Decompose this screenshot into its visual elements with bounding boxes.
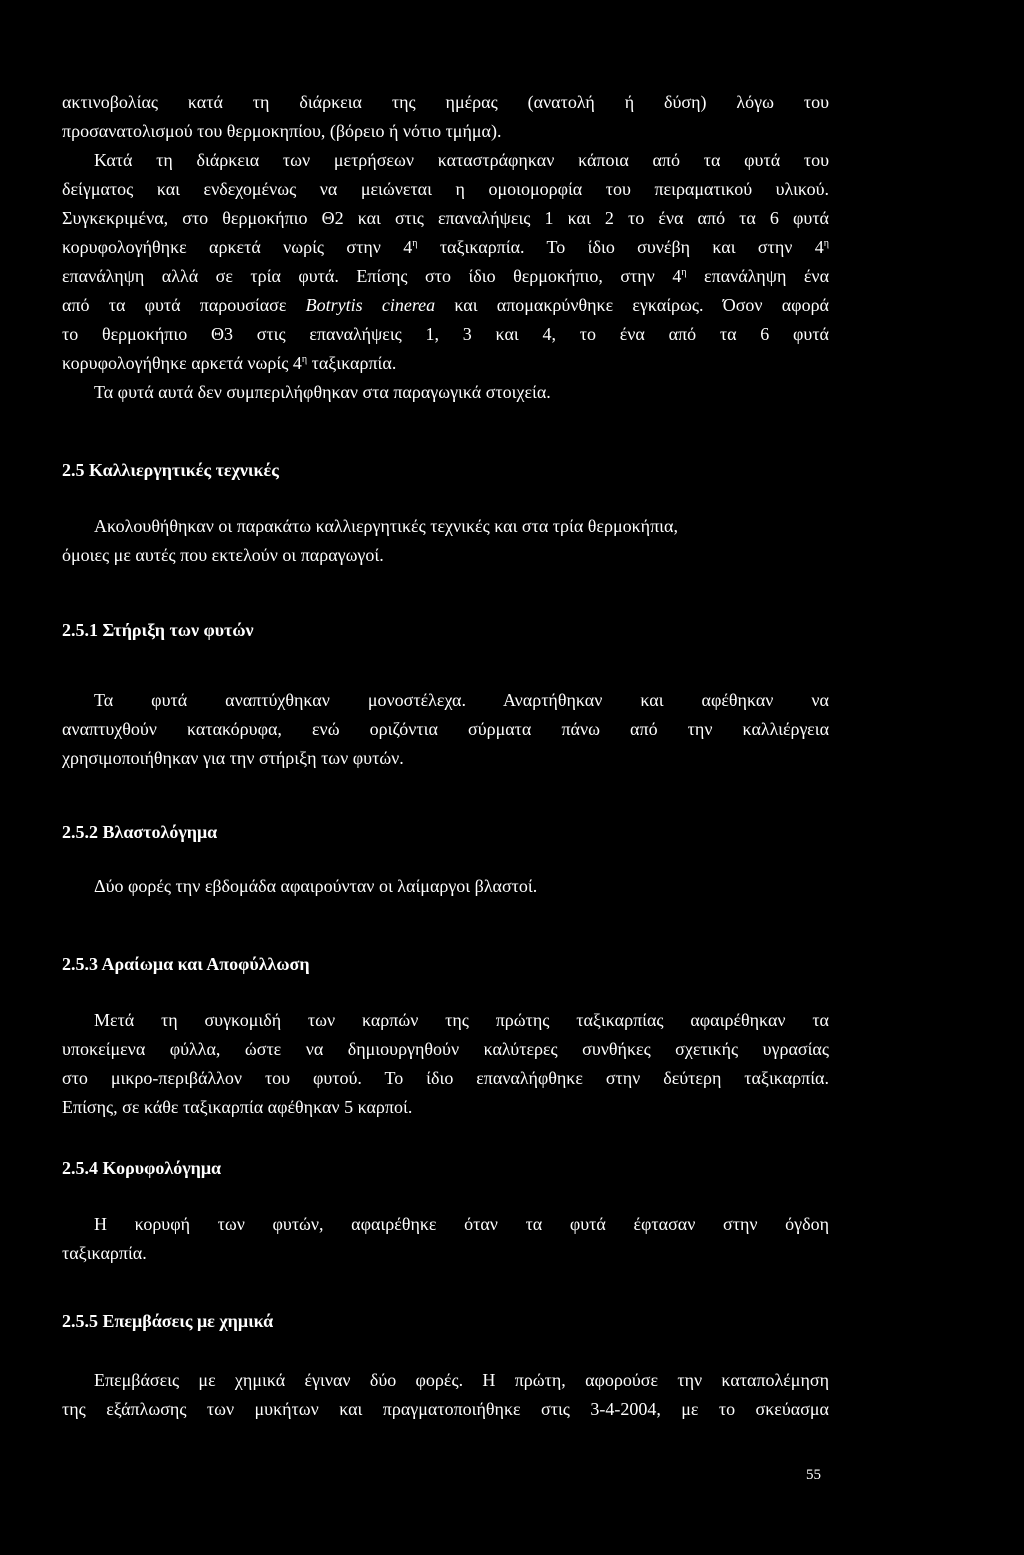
- section-paragraph: [62, 512, 829, 570]
- intro-line: [62, 291, 829, 320]
- intro-line: [62, 349, 829, 378]
- section-heading: 2.5.5 Επεμβάσεις με χημικά: [62, 1311, 274, 1331]
- paragraph-line: Δύο φορές την εβδομάδα αφαιρούνταν οι λαίμαργοι βλαστοί.: [94, 876, 538, 896]
- paragraph-line: χρησιμοποιήθηκαν για την στήριξη των φυτών.: [62, 748, 404, 768]
- intro-text: από τα φυτά παρουσίασε: [62, 295, 306, 315]
- section-heading: 2.5 Καλλιεργητικές τεχνικές: [62, 460, 279, 480]
- intro-text: ταξικαρπία.: [307, 353, 397, 373]
- paragraph-line: της εξάπλωσης των μυκήτων και πραγματοποιήθηκε στις 3-4-2004, με το σκεύασμα: [62, 1399, 829, 1419]
- page-number: 55: [806, 1467, 821, 1483]
- section-paragraph: [62, 1366, 829, 1424]
- intro-line: Τα φυτά αυτά δεν συμπεριλήφθηκαν στα παραγωγικά στοιχεία.: [94, 382, 551, 402]
- intro-text: επανάληψη ένα: [686, 266, 829, 286]
- intro-text: επανάληψη αλλά σε τρία φυτά. Επίσης στο ίδιο θερμοκήπιο, στην 4: [62, 266, 682, 286]
- superscript: η: [412, 238, 418, 249]
- intro-line: [62, 262, 829, 291]
- intro-text: και απομακρύνθηκε εγκαίρως. Όσον αφορά: [435, 295, 829, 315]
- paragraph-line: Επίσης, σε κάθε ταξικαρπία αφέθηκαν 5 καρποί.: [62, 1097, 413, 1117]
- section-heading: 2.5.3 Αραίωμα και Αποφύλλωση: [62, 954, 310, 974]
- superscript: η: [681, 267, 687, 278]
- species-name: Botrytis cinerea: [305, 295, 436, 315]
- paragraph-line: Η κορυφή των φυτών, αφαιρέθηκε όταν τα φυτά έφτασαν στην όγδοη: [94, 1214, 829, 1234]
- section-paragraph: [62, 1210, 829, 1268]
- paragraph-line: στο μικρο-περιβάλλον του φυτού. Το ίδιο επαναλήφθηκε στην δεύτερη ταξικαρπία.: [62, 1068, 829, 1088]
- intro-text: κορυφολογήθηκε αρκετά νωρίς 4: [62, 353, 302, 373]
- paragraph-line: όμοιες με αυτές που εκτελούν οι παραγωγοί.: [62, 545, 384, 565]
- intro-line: ακτινοβολίας κατά τη διάρκεια της ημέρας (ανατολή ή δύση) λόγω του: [62, 92, 829, 112]
- intro-text: κορυφολογήθηκε αρκετά νωρίς στην 4: [62, 237, 413, 257]
- intro-line: προσανατολισμού του θερμοκηπίου, (βόρειο ή νότιο τμήμα).: [62, 121, 502, 141]
- paragraph-line: Επεμβάσεις με χημικά έγιναν δύο φορές. Η πρώτη, αφορούσε την καταπολέμηση: [94, 1370, 829, 1390]
- intro-line: Συγκεκριμένα, στο θερμοκήπιο Θ2 και στις επαναλήψεις 1 και 2 το ένα από τα 6 φυτά: [62, 208, 829, 228]
- section-heading: 2.5.1 Στήριξη των φυτών: [62, 620, 254, 640]
- paragraph-line: αναπτυχθούν κατακόρυφα, ενώ οριζόντια σύρματα πάνω από την καλλιέργεια: [62, 719, 829, 739]
- paragraph-line: Ακολουθήθηκαν οι παρακάτω καλλιεργητικές τεχνικές και στα τρία θερμοκήπια,: [94, 516, 678, 536]
- section-paragraph: [62, 1006, 829, 1122]
- intro-line: δείγματος και ενδεχομένως να μειώνεται η ομοιομορφία του πειραματικού υλικού.: [62, 179, 829, 199]
- intro-line: Κατά τη διάρκεια των μετρήσεων καταστράφηκαν κάποια από τα φυτά του: [94, 150, 829, 170]
- section-paragraph: [62, 686, 829, 773]
- superscript: η: [823, 238, 829, 249]
- intro-text: ταξικαρπία. Το ίδιο συνέβη και στην 4: [417, 237, 824, 257]
- superscript: η: [301, 354, 308, 365]
- intro-line: [62, 233, 829, 262]
- paragraph-line: Τα φυτά αναπτύχθηκαν μονοστέλεχα. Αναρτήθηκαν και αφέθηκαν να: [94, 690, 829, 710]
- section-heading: 2.5.2 Βλαστολόγημα: [62, 822, 218, 842]
- paragraph-line: υποκείμενα φύλλα, ώστε να δημιουργηθούν καλύτερες συνθήκες σχετικής υγρασίας: [62, 1039, 829, 1059]
- paragraph-line: ταξικαρπία.: [62, 1243, 147, 1263]
- section-heading: 2.5.4 Κορυφολόγημα: [62, 1158, 222, 1178]
- paragraph-line: Μετά τη συγκομιδή των καρπών της πρώτης ταξικαρπίας αφαιρέθηκαν τα: [94, 1010, 829, 1030]
- intro-paragraph: [62, 88, 829, 407]
- section-paragraph: [62, 872, 829, 901]
- intro-line: το θερμοκήπιο Θ3 στις επαναλήψεις 1, 3 και 4, το ένα από τα 6 φυτά: [62, 324, 829, 344]
